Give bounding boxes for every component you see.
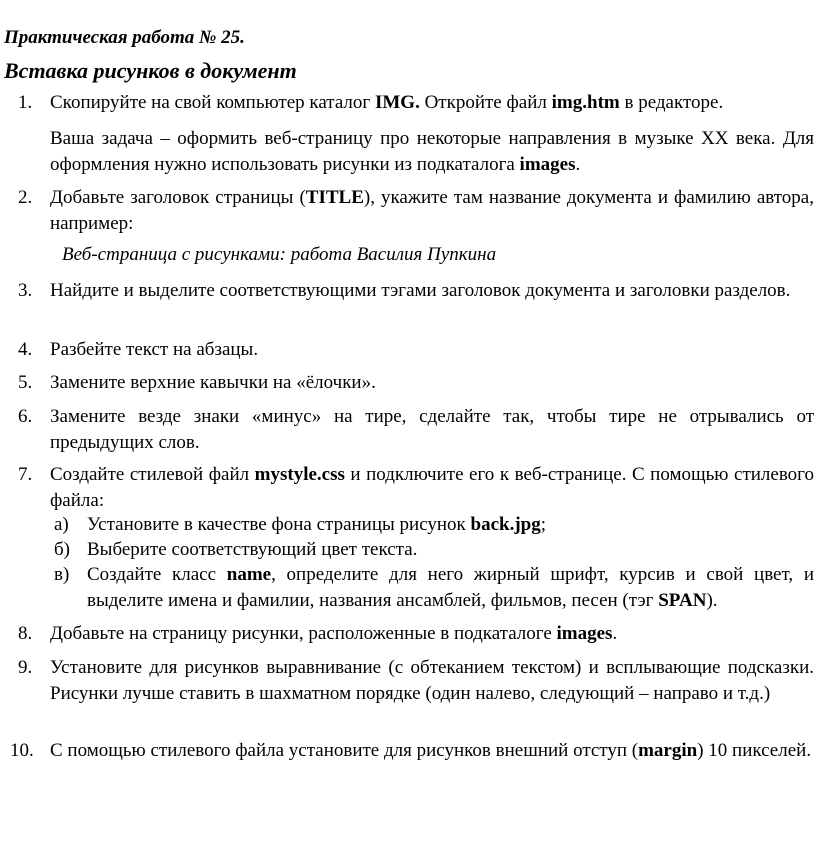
item-number: 4.	[18, 339, 33, 360]
item-number: 2.	[18, 187, 33, 208]
sub-item-c: Создайте класс name, определите для него жирный шрифт, курсив и свой цвет, и выделите имена и фамилии, названия ансамблей, фильмов, песен (тэг SPAN).	[87, 564, 814, 611]
document-title: Вставка рисунков в документ	[4, 58, 297, 83]
item-number: 5.	[18, 372, 33, 393]
sub-item-b: Выберите соответствующий цвет текста.	[87, 539, 418, 560]
example-title: Веб-страница с рисунками: работа Василия Пупкина	[62, 244, 497, 265]
item-number: 10.	[10, 740, 34, 761]
item-number: 6.	[18, 406, 33, 427]
sub-item-letter: б)	[54, 539, 70, 560]
sub-item-a: Установите в качестве фона страницы рисунок back.jpg;	[87, 514, 547, 535]
item-number: 7.	[18, 464, 33, 485]
list-item-8: Добавьте на страницу рисунки, расположенные в подкаталоге images.	[50, 623, 618, 644]
item-number: 3.	[18, 280, 33, 301]
list-item-5: Замените верхние кавычки на «ёлочки».	[50, 372, 376, 393]
list-item-4: Разбейте текст на абзацы.	[50, 339, 259, 360]
list-item-6: Замените везде знаки «минус» на тире, сделайте так, чтобы тире не отрывались от предыдущих слов.	[50, 406, 814, 453]
item-number: 8.	[18, 623, 33, 644]
item-number: 1.	[18, 92, 33, 113]
list-item-2: Добавьте заголовок страницы (TITLE), укажите там название документа и фамилию автора, например:	[50, 187, 814, 234]
list-item-7: Создайте стилевой файл mystyle.css и подключите его к веб-странице. С помощью стилевого файла:	[50, 464, 814, 511]
sub-item-letter: в)	[54, 564, 70, 585]
list-item-9: Установите для рисунков выравнивание (с обтеканием текстом) и всплывающие подсказки. Рисунки лучше ставить в шахматном порядке (один налево, следующий – направо и т.д.)	[50, 657, 814, 704]
list-item-3: Найдите и выделите соответствующими тэгами заголовок документа и заголовки разделов.	[50, 280, 791, 301]
practical-number-heading: Практическая работа № 25.	[4, 27, 245, 48]
list-item-1: Скопируйте на свой компьютер каталог IMG. Откройте файл img.htm в редакторе.	[50, 92, 724, 113]
item-number: 9.	[18, 657, 33, 678]
task-paragraph: Ваша задача – оформить веб-страницу про некоторые направления в музыке XX века. Для оформления нужно использовать рисунки из подкаталога images.	[50, 128, 814, 175]
sub-item-letter: а)	[54, 514, 69, 535]
list-item-10: С помощью стилевого файла установите для рисунков внешний отступ (margin) 10 пикселей.	[50, 740, 812, 761]
